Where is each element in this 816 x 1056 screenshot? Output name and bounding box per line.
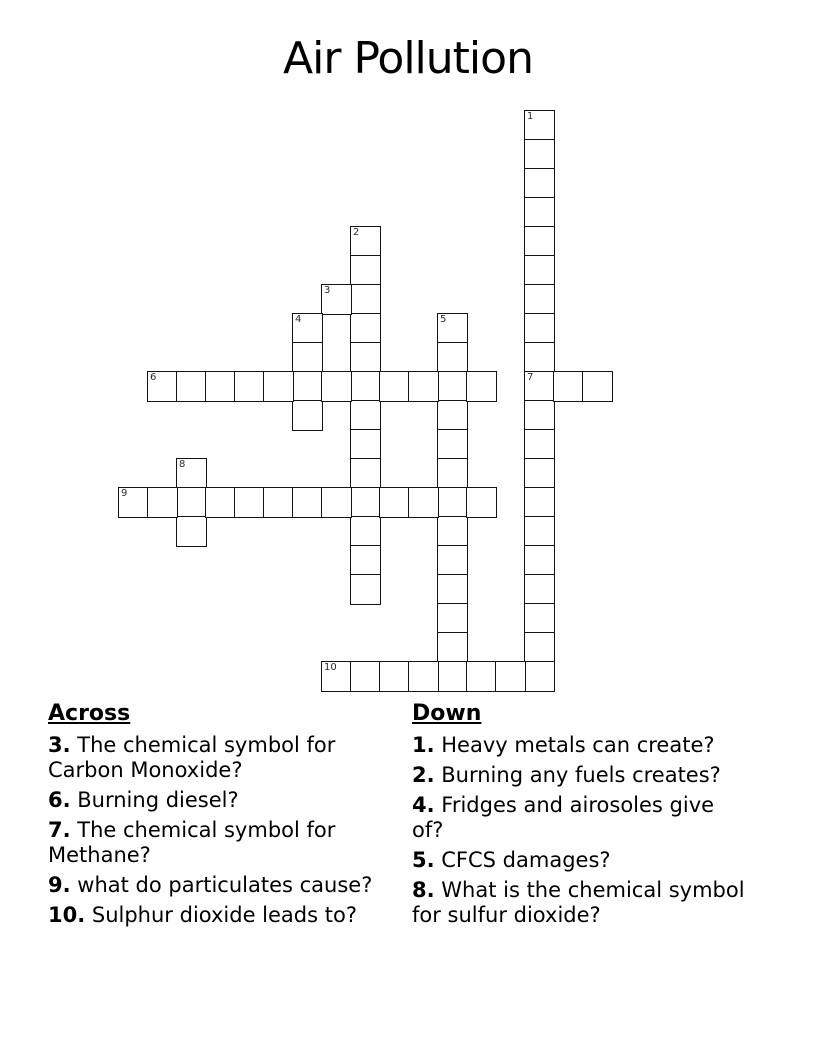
grid-cell	[350, 545, 381, 576]
grid-cell	[466, 371, 497, 402]
grid-cell	[379, 661, 410, 692]
grid-cell	[437, 429, 468, 460]
cell-number: 10	[324, 662, 337, 673]
grid-cell	[524, 226, 555, 257]
grid-cell	[350, 516, 381, 547]
across-clues-section	[48, 701, 384, 933]
grid-cell	[321, 284, 352, 315]
grid-cell	[524, 458, 555, 489]
grid-cell	[292, 313, 323, 344]
grid-cell	[524, 632, 555, 663]
clue-text: what do particulates cause?	[70, 873, 373, 897]
grid-cell	[176, 487, 207, 518]
grid-cell	[205, 487, 236, 518]
grid-cell	[350, 226, 381, 257]
down-clues-header: Down	[412, 701, 482, 726]
clue-item-3-across	[48, 733, 384, 783]
grid-cell	[292, 342, 323, 373]
grid-cell	[176, 516, 207, 547]
grid-cell	[437, 661, 468, 692]
clue-number: 3.	[48, 733, 71, 757]
grid-cell	[524, 400, 555, 431]
clue-text: CFCS damages?	[434, 848, 611, 872]
grid-cell	[292, 371, 323, 402]
grid-cell	[466, 661, 497, 692]
grid-cell	[437, 342, 468, 373]
grid-cell	[350, 255, 381, 286]
grid-cell	[321, 487, 352, 518]
down-clues-section	[412, 701, 748, 933]
cell-number: 4	[295, 314, 302, 325]
grid-cell	[437, 574, 468, 605]
clue-item-10-across	[48, 903, 384, 928]
grid-cell	[350, 400, 381, 431]
grid-cell	[524, 661, 555, 692]
puzzle-title: Air Pollution	[283, 33, 533, 84]
clue-text: Sulphur dioxide leads to?	[85, 903, 357, 927]
clue-text: Heavy metals can create?	[434, 733, 715, 757]
grid-cell	[292, 487, 323, 518]
cell-number: 5	[440, 314, 447, 325]
grid-cell	[524, 429, 555, 460]
clue-item-8-down	[412, 878, 748, 928]
grid-cell	[379, 487, 410, 518]
grid-cell	[408, 487, 439, 518]
grid-cell	[524, 487, 555, 518]
grid-cell	[350, 458, 381, 489]
grid-cell	[263, 371, 294, 402]
grid-cell	[553, 371, 584, 402]
grid-cell	[524, 545, 555, 576]
grid-cell	[205, 371, 236, 402]
grid-cell	[176, 371, 207, 402]
clue-text: The chemical symbol for Carbon Monoxide?	[48, 733, 336, 782]
grid-cell	[350, 661, 381, 692]
grid-cell	[524, 168, 555, 199]
cell-number: 7	[527, 372, 534, 383]
grid-cell	[350, 371, 381, 402]
clue-item-4-down	[412, 793, 748, 843]
grid-cell	[524, 255, 555, 286]
grid-cell	[321, 371, 352, 402]
grid-cell	[524, 197, 555, 228]
grid-cell	[408, 661, 439, 692]
down-clues-list	[412, 733, 748, 928]
cell-number: 9	[121, 488, 128, 499]
grid-cell	[118, 487, 149, 518]
grid-cell	[524, 284, 555, 315]
grid-cell	[147, 487, 178, 518]
clue-number: 6.	[48, 788, 71, 812]
grid-cell	[379, 371, 410, 402]
across-clues-list	[48, 733, 384, 928]
cell-number: 1	[527, 111, 534, 122]
grid-cell	[321, 661, 352, 692]
grid-cell	[524, 516, 555, 547]
clue-number: 1.	[412, 733, 435, 757]
clue-item-7-across	[48, 818, 384, 868]
grid-cell	[524, 574, 555, 605]
clue-text: What is the chemical symbol for sulfur dioxide?	[412, 878, 745, 927]
clue-number: 5.	[412, 848, 435, 872]
clue-number: 9.	[48, 873, 71, 897]
clue-text: The chemical symbol for Methane?	[48, 818, 336, 867]
grid-cell	[495, 661, 526, 692]
clue-item-6-across	[48, 788, 384, 813]
grid-cell	[524, 342, 555, 373]
grid-cell	[350, 342, 381, 373]
clue-text: Burning diesel?	[70, 788, 239, 812]
grid-cell	[437, 371, 468, 402]
grid-cell	[437, 458, 468, 489]
grid-cell	[524, 371, 555, 402]
grid-cell	[176, 458, 207, 489]
clue-text: Fridges and airosoles give of?	[412, 793, 715, 842]
cell-number: 2	[353, 227, 360, 238]
grid-cell	[582, 371, 613, 402]
clue-item-5-down	[412, 848, 748, 873]
across-clues-header: Across	[48, 701, 131, 726]
grid-cell	[263, 487, 294, 518]
clue-item-2-down	[412, 763, 748, 788]
grid-cell	[350, 574, 381, 605]
grid-cell	[437, 516, 468, 547]
grid-cell	[437, 487, 468, 518]
grid-cell	[524, 110, 555, 141]
grid-cell	[437, 313, 468, 344]
grid-cell	[234, 487, 265, 518]
grid-cell	[350, 429, 381, 460]
clue-number: 2.	[412, 763, 435, 787]
grid-cell	[437, 400, 468, 431]
cell-number: 8	[179, 459, 186, 470]
grid-cell	[408, 371, 439, 402]
grid-cell	[350, 313, 381, 344]
grid-cell	[466, 487, 497, 518]
grid-cell	[147, 371, 178, 402]
grid-cell	[350, 487, 381, 518]
grid-cell	[292, 400, 323, 431]
clue-item-1-down	[412, 733, 748, 758]
grid-cell	[437, 603, 468, 634]
grid-cell	[234, 371, 265, 402]
clue-item-9-across	[48, 873, 384, 898]
grid-cell	[437, 632, 468, 663]
clue-number: 4.	[412, 793, 435, 817]
clue-text: Burning any fuels creates?	[434, 763, 721, 787]
clue-number: 7.	[48, 818, 71, 842]
cell-number: 3	[324, 285, 331, 296]
clue-number: 8.	[412, 878, 435, 902]
clue-number: 10.	[48, 903, 86, 927]
grid-cell	[524, 603, 555, 634]
grid-cell	[437, 545, 468, 576]
grid-cell	[524, 313, 555, 344]
grid-cell	[350, 284, 381, 315]
grid-cell	[524, 139, 555, 170]
cell-number: 6	[150, 372, 157, 383]
